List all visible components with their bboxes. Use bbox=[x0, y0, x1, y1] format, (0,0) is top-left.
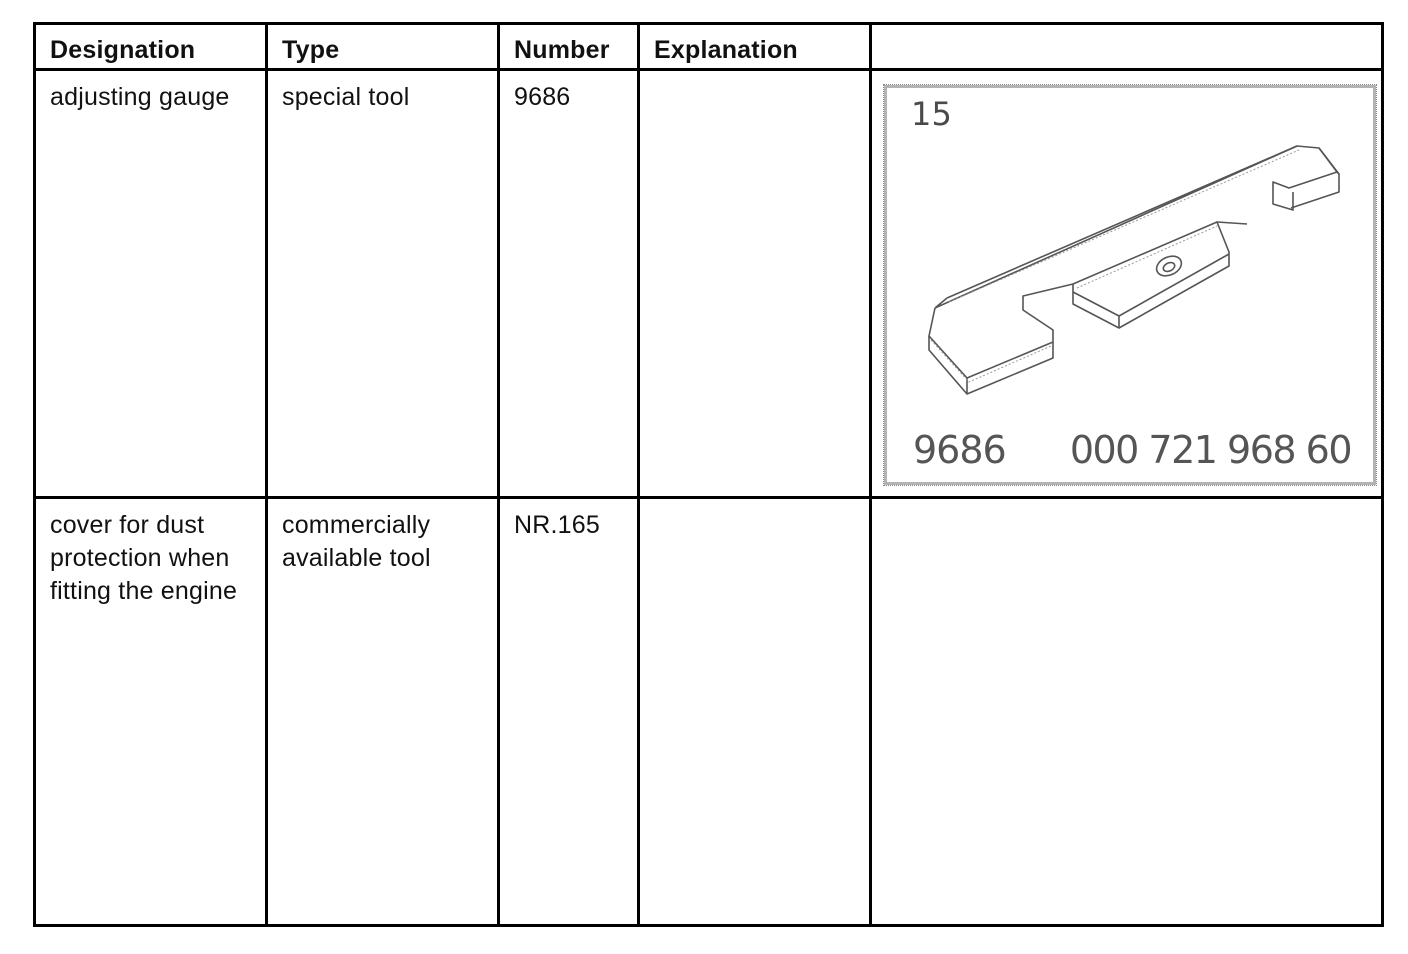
special-tools-table bbox=[33, 22, 1384, 927]
adjusting-gauge-illustration bbox=[884, 85, 1376, 485]
illustration-part-number: 000 721 968 60 bbox=[1069, 428, 1351, 472]
cell-type bbox=[267, 498, 499, 926]
cell-image bbox=[871, 498, 1383, 926]
designation-line: cover for dust bbox=[50, 511, 205, 539]
header-explanation: Explanation bbox=[639, 24, 871, 70]
illustration-ref-number: 15 bbox=[911, 95, 953, 133]
cell-image bbox=[871, 70, 1383, 498]
cell-explanation bbox=[639, 70, 871, 498]
designation-line: fitting the engine bbox=[50, 577, 238, 605]
cell-explanation bbox=[639, 498, 871, 926]
header-designation: Designation bbox=[35, 24, 267, 70]
header-image bbox=[871, 24, 1383, 70]
table-row bbox=[35, 498, 1383, 926]
adjusting-gauge-drawing bbox=[887, 88, 1373, 482]
illustration-tool-number: 9686 bbox=[913, 428, 1006, 472]
cell-number: NR.165 bbox=[499, 498, 639, 926]
header-type: Type bbox=[267, 24, 499, 70]
cell-type: special tool bbox=[267, 70, 499, 498]
type-line: commercially bbox=[282, 511, 431, 539]
table-header-row bbox=[35, 24, 1383, 70]
table-row bbox=[35, 70, 1383, 498]
designation-line: protection when bbox=[50, 544, 230, 572]
header-number: Number bbox=[499, 24, 639, 70]
cell-number: 9686 bbox=[499, 70, 639, 498]
cell-designation bbox=[35, 498, 267, 926]
type-line: available tool bbox=[282, 544, 431, 572]
cell-designation: adjusting gauge bbox=[35, 70, 267, 498]
